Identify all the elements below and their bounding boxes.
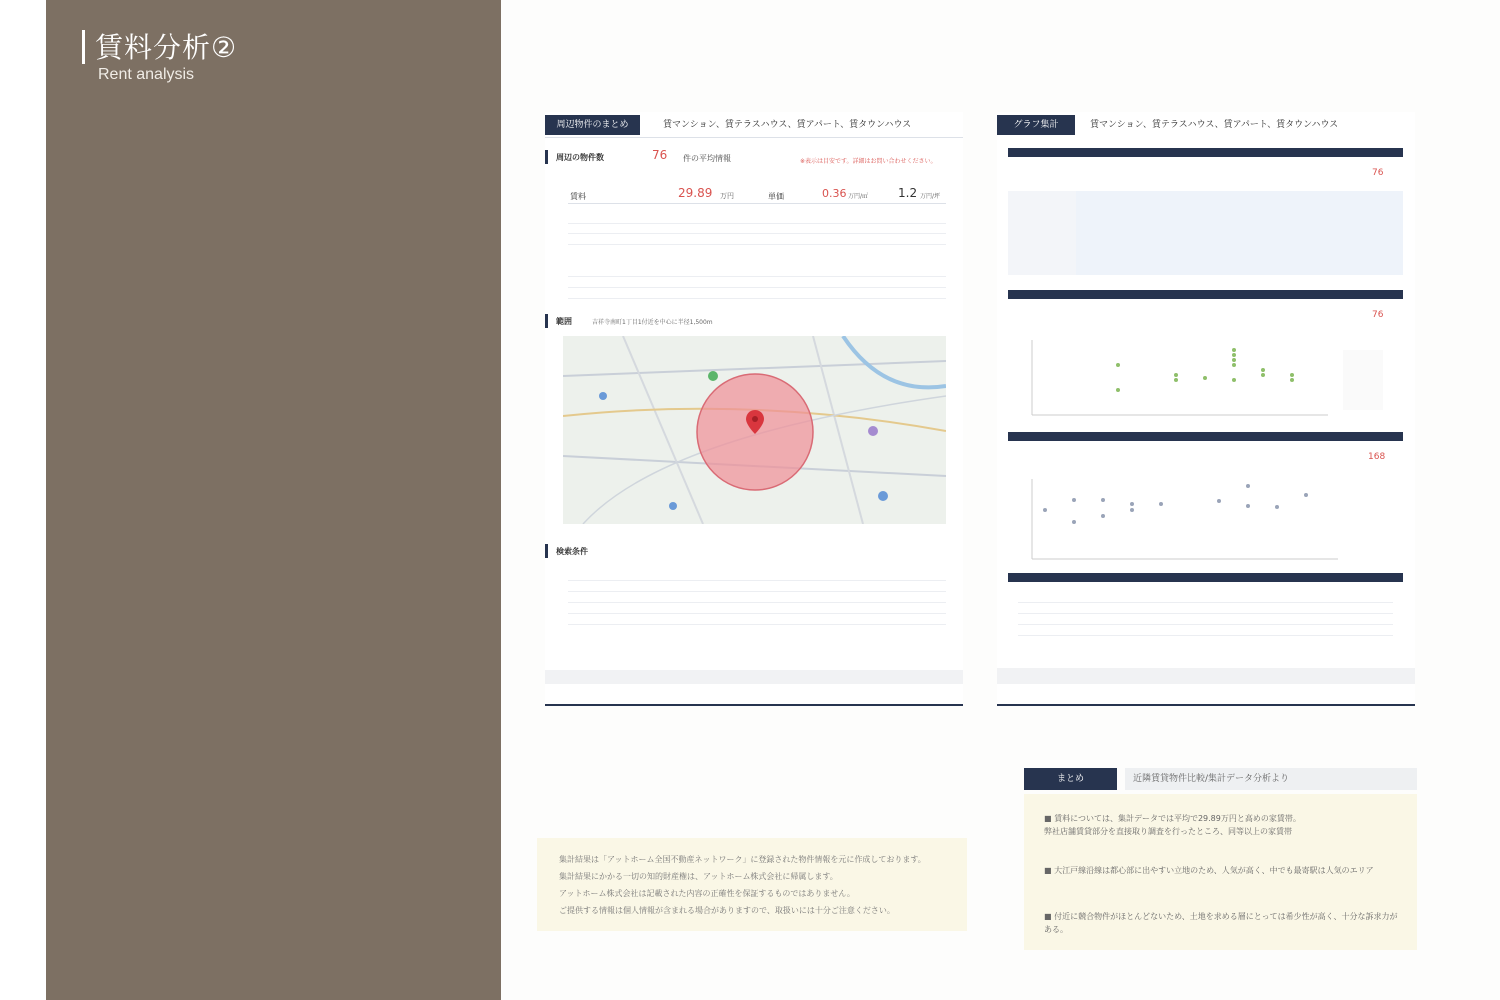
footnote-bar xyxy=(545,670,963,684)
table-row-line xyxy=(568,602,946,603)
graph-header-tag: グラフ集計 xyxy=(997,115,1075,135)
report-header-tag: 周辺物件のまとめ xyxy=(545,115,640,135)
section-marker xyxy=(545,314,548,328)
summary-item: ■ 大江戸線沿線は都心部に出やすい立地のため、人気が高く、中でも最寄駅は人気のエリア xyxy=(1044,866,1374,875)
table-row-line xyxy=(1018,602,1393,603)
count-value-3: 168 xyxy=(1368,452,1386,462)
table-row-line xyxy=(568,233,946,234)
count-suffix: 件の平均情報 xyxy=(683,154,731,163)
unit-price-value: 0.36 xyxy=(822,187,847,200)
divider xyxy=(545,137,963,138)
title-panel xyxy=(46,0,501,1000)
table-row-line xyxy=(1018,624,1393,625)
disclaimer-line: アットホーム株式会社は記載された内容の正確性を保証するものではありません。 xyxy=(559,889,855,898)
count-value-1: 76 xyxy=(1372,168,1384,178)
count-value: 76 xyxy=(652,148,668,162)
section-band-1 xyxy=(1008,148,1403,157)
section-band-4 xyxy=(1008,573,1403,582)
divider xyxy=(568,203,946,204)
count-label: 周辺の物件数 xyxy=(556,153,604,162)
title-accent-bar xyxy=(82,30,85,64)
section-marker xyxy=(545,150,548,164)
table-row-line xyxy=(568,298,946,299)
summary-box xyxy=(1024,794,1417,950)
range-text: 吉祥寺南町1丁目1付近を中心に半径1,500m xyxy=(592,319,713,326)
disclaimer-box xyxy=(537,838,967,931)
footnote-bar xyxy=(997,668,1415,684)
report-header-types: 賃マンション、賃テラスハウス、賃アパート、賃タウンハウス xyxy=(663,120,912,130)
table-row-line xyxy=(568,223,946,224)
rent-unit: 万円 xyxy=(720,192,734,200)
line-chart xyxy=(1008,474,1403,569)
section-band-2 xyxy=(1008,290,1403,299)
map-graphic xyxy=(563,336,946,524)
table-row-line xyxy=(568,613,946,614)
unit-price-value-2: 1.2 xyxy=(898,186,918,200)
summary-table xyxy=(1076,191,1403,275)
section-marker xyxy=(545,544,548,558)
summary-table-header xyxy=(1008,191,1076,275)
table-row-line xyxy=(568,276,946,277)
unit-price-label: 単価 xyxy=(768,192,784,201)
unit-price-unit: 万円/㎡ xyxy=(848,193,869,200)
summary-item: ■ 賃料については、集計データでは平均で29.89万円と高めの家賃帯。 弊社店舗賃貸部分を直接取り調査を行ったところ、同等以上の家賃帯 xyxy=(1044,814,1301,836)
unit-price-unit-2: 万円/坪 xyxy=(920,193,941,200)
rent-value: 29.89 xyxy=(678,186,713,200)
disclaimer-line: 集計結果は「アットホーム全国不動産ネットワーク」に登録された物件情報を元に作成しております。 xyxy=(559,855,926,864)
count-value-2: 76 xyxy=(1372,310,1384,320)
table-row-line xyxy=(568,591,946,592)
summary-item: ■ 付近に競合物件がほとんどないため、土地を求める層にとっては希少性が高く、十分な訴求力がある。 xyxy=(1044,912,1398,934)
table-row-line xyxy=(568,244,946,245)
conditions-label: 検索条件 xyxy=(556,547,588,556)
table-row-line xyxy=(1018,635,1393,636)
disclaimer-line: ご提供する情報は個人情報が含まれる場合がありますので、取扱いには十分ご注意ください。 xyxy=(559,906,895,915)
table-row-line xyxy=(568,580,946,581)
summary-tag: まとめ xyxy=(1024,768,1117,790)
page-title: 賃料分析② xyxy=(95,31,238,64)
disclaimer-line: 集計結果にかかる一切の知的財産権は、アットホーム株式会社に帰属します。 xyxy=(559,872,838,881)
section-band-3 xyxy=(1008,432,1403,441)
page-subtitle: Rent analysis xyxy=(98,66,195,83)
rent-label: 賃料 xyxy=(570,192,586,201)
page-margin xyxy=(0,0,46,1000)
summary-subtitle: 近隣賃貸物件比較/集計データ分析より xyxy=(1125,768,1417,790)
note-red: ※表示は目安です。詳細はお問い合わせください。 xyxy=(800,158,937,165)
table-row-line xyxy=(1018,613,1393,614)
scatter-chart xyxy=(1008,335,1403,430)
graph-header-types: 賃マンション、賃テラスハウス、賃アパート、賃タウンハウス xyxy=(1090,120,1339,130)
table-row-line xyxy=(568,287,946,288)
range-label: 範囲 xyxy=(556,317,572,326)
area-map xyxy=(563,336,946,524)
table-row-line xyxy=(568,624,946,625)
